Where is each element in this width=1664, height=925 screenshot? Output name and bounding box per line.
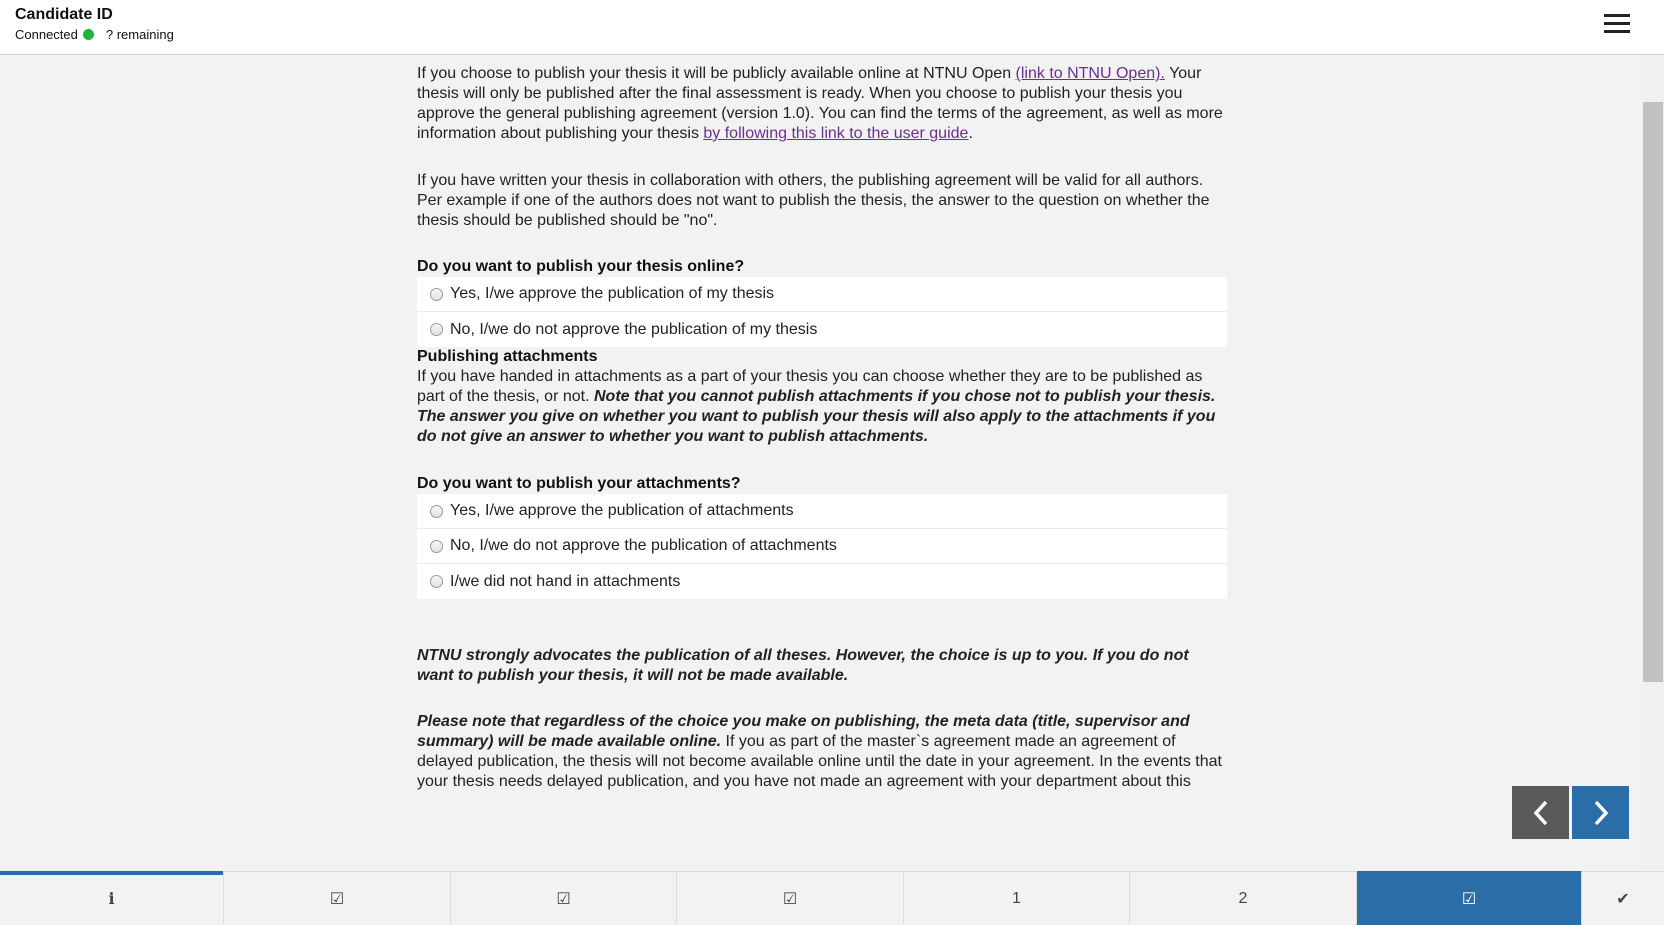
intro-paragraph-1: If you choose to publish your thesis it will be publicly available online at NTNU Open (link to NTNU Open). Your thesis will only be published after the final assessment is ready. When you choose to publish your thesis you approve the general publishing agreement (version 1.0). You can find the terms of the agreement, as well as more information about publishing your thesis by following this link to the user guide. (417, 65, 1223, 142)
main-content (417, 64, 1227, 792)
tab-label: 2 (1238, 889, 1248, 907)
advocacy-note: NTNU strongly advocates the publication of all theses. However, the choice is up to you. If you do not want to publish your thesis, it will not be made available. (417, 647, 1189, 684)
radio-button-icon[interactable] (430, 505, 443, 518)
candidate-id-title: Candidate ID (15, 6, 113, 23)
hamburger-menu-icon[interactable] (1604, 14, 1630, 36)
checkbox-icon: ☑ (556, 890, 571, 908)
tab-1[interactable] (904, 871, 1130, 925)
scrollbar-thumb[interactable] (1643, 102, 1663, 682)
option-decline-attachments[interactable]: No, I/we do not approve the publication of attachments (417, 529, 1227, 564)
tab-checkbox-3[interactable] (677, 871, 904, 925)
attachment-options (417, 494, 1227, 599)
checkbox-icon: ☑ (329, 890, 345, 908)
attachments-paragraph: If you have handed in attachments as a part of your thesis you can choose whether they are to be published as part of the thesis, or not. Note that you cannot publish attachments if you chose not to publish your thesis. The answer you give on whether you want to publish your thesis will also apply to the attachments if you do not give an answer to whether you want to publish attachments. (417, 368, 1216, 445)
radio-button-icon[interactable] (430, 288, 443, 301)
question-publish-attachments: Do you want to publish your attachments? (417, 475, 741, 492)
checkmark-icon: ✔ (1616, 890, 1630, 908)
tab-checkbox-2[interactable] (451, 871, 677, 925)
question-publish-thesis: Do you want to publish your thesis online? (417, 258, 745, 275)
tab-2[interactable] (1130, 871, 1357, 925)
checkbox-icon: ☑ (1461, 890, 1477, 908)
status-text: Connected (15, 27, 78, 42)
bottom-navigation (0, 871, 1664, 925)
previous-page-button[interactable] (1512, 786, 1569, 839)
thesis-options (417, 277, 1227, 347)
checkbox-icon: ☑ (782, 890, 798, 908)
option-decline-thesis[interactable]: No, I/we do not approve the publication of my thesis (417, 312, 1227, 347)
info-icon: i (108, 889, 115, 908)
option-approve-thesis[interactable]: Yes, I/we approve the publication of my thesis (417, 277, 1227, 312)
attachments-heading: Publishing attachments (417, 348, 598, 365)
radio-button-icon[interactable] (430, 575, 443, 588)
chevron-right-icon (1591, 799, 1611, 827)
tab-label: 1 (1012, 889, 1021, 907)
chevron-left-icon (1531, 799, 1551, 827)
tab-current[interactable] (1357, 871, 1582, 925)
tab-submit[interactable] (1582, 871, 1664, 925)
metadata-note: Please note that regardless of the choice you make on publishing, the meta data (title, supervisor and summary) will be made available online. If you as part of the master`s agreement made an agreement of delayed publication, the thesis will not become available online until the date in your agreement. In the events that your thesis needs delayed publication, and you have not made an agreement with your department about this (417, 713, 1222, 790)
time-remaining: ? remaining (105, 27, 174, 42)
connection-status (15, 27, 174, 42)
attachments-note: Note that you cannot publish attachments if you chose not to publish your thesis. The answer you give on whether you want to publish your thesis will also apply to the attachments if you do not give an answer to whether you want to publish attachments. (417, 388, 1216, 445)
next-page-button[interactable] (1572, 786, 1629, 839)
top-bar (0, 0, 1664, 55)
radio-button-icon[interactable] (430, 323, 443, 336)
tab-info[interactable] (0, 871, 224, 925)
connected-dot-icon (83, 29, 94, 40)
option-no-attachments[interactable]: I/we did not hand in attachments (417, 564, 1227, 599)
intro-paragraph-2: If you have written your thesis in collaboration with others, the publishing agreement will be valid for all authors. Per example if one of the authors does not want to publish the thesis, the answer to the question on whether the thesis should be published should be "no". (417, 172, 1210, 229)
tab-checkbox-1[interactable] (224, 871, 451, 925)
ntnu-open-link[interactable]: (link to NTNU Open). (1015, 65, 1165, 82)
option-approve-attachments[interactable]: Yes, I/we approve the publication of attachments (417, 494, 1227, 529)
user-guide-link[interactable]: by following this link to the user guide (703, 125, 969, 142)
radio-button-icon[interactable] (430, 540, 443, 553)
